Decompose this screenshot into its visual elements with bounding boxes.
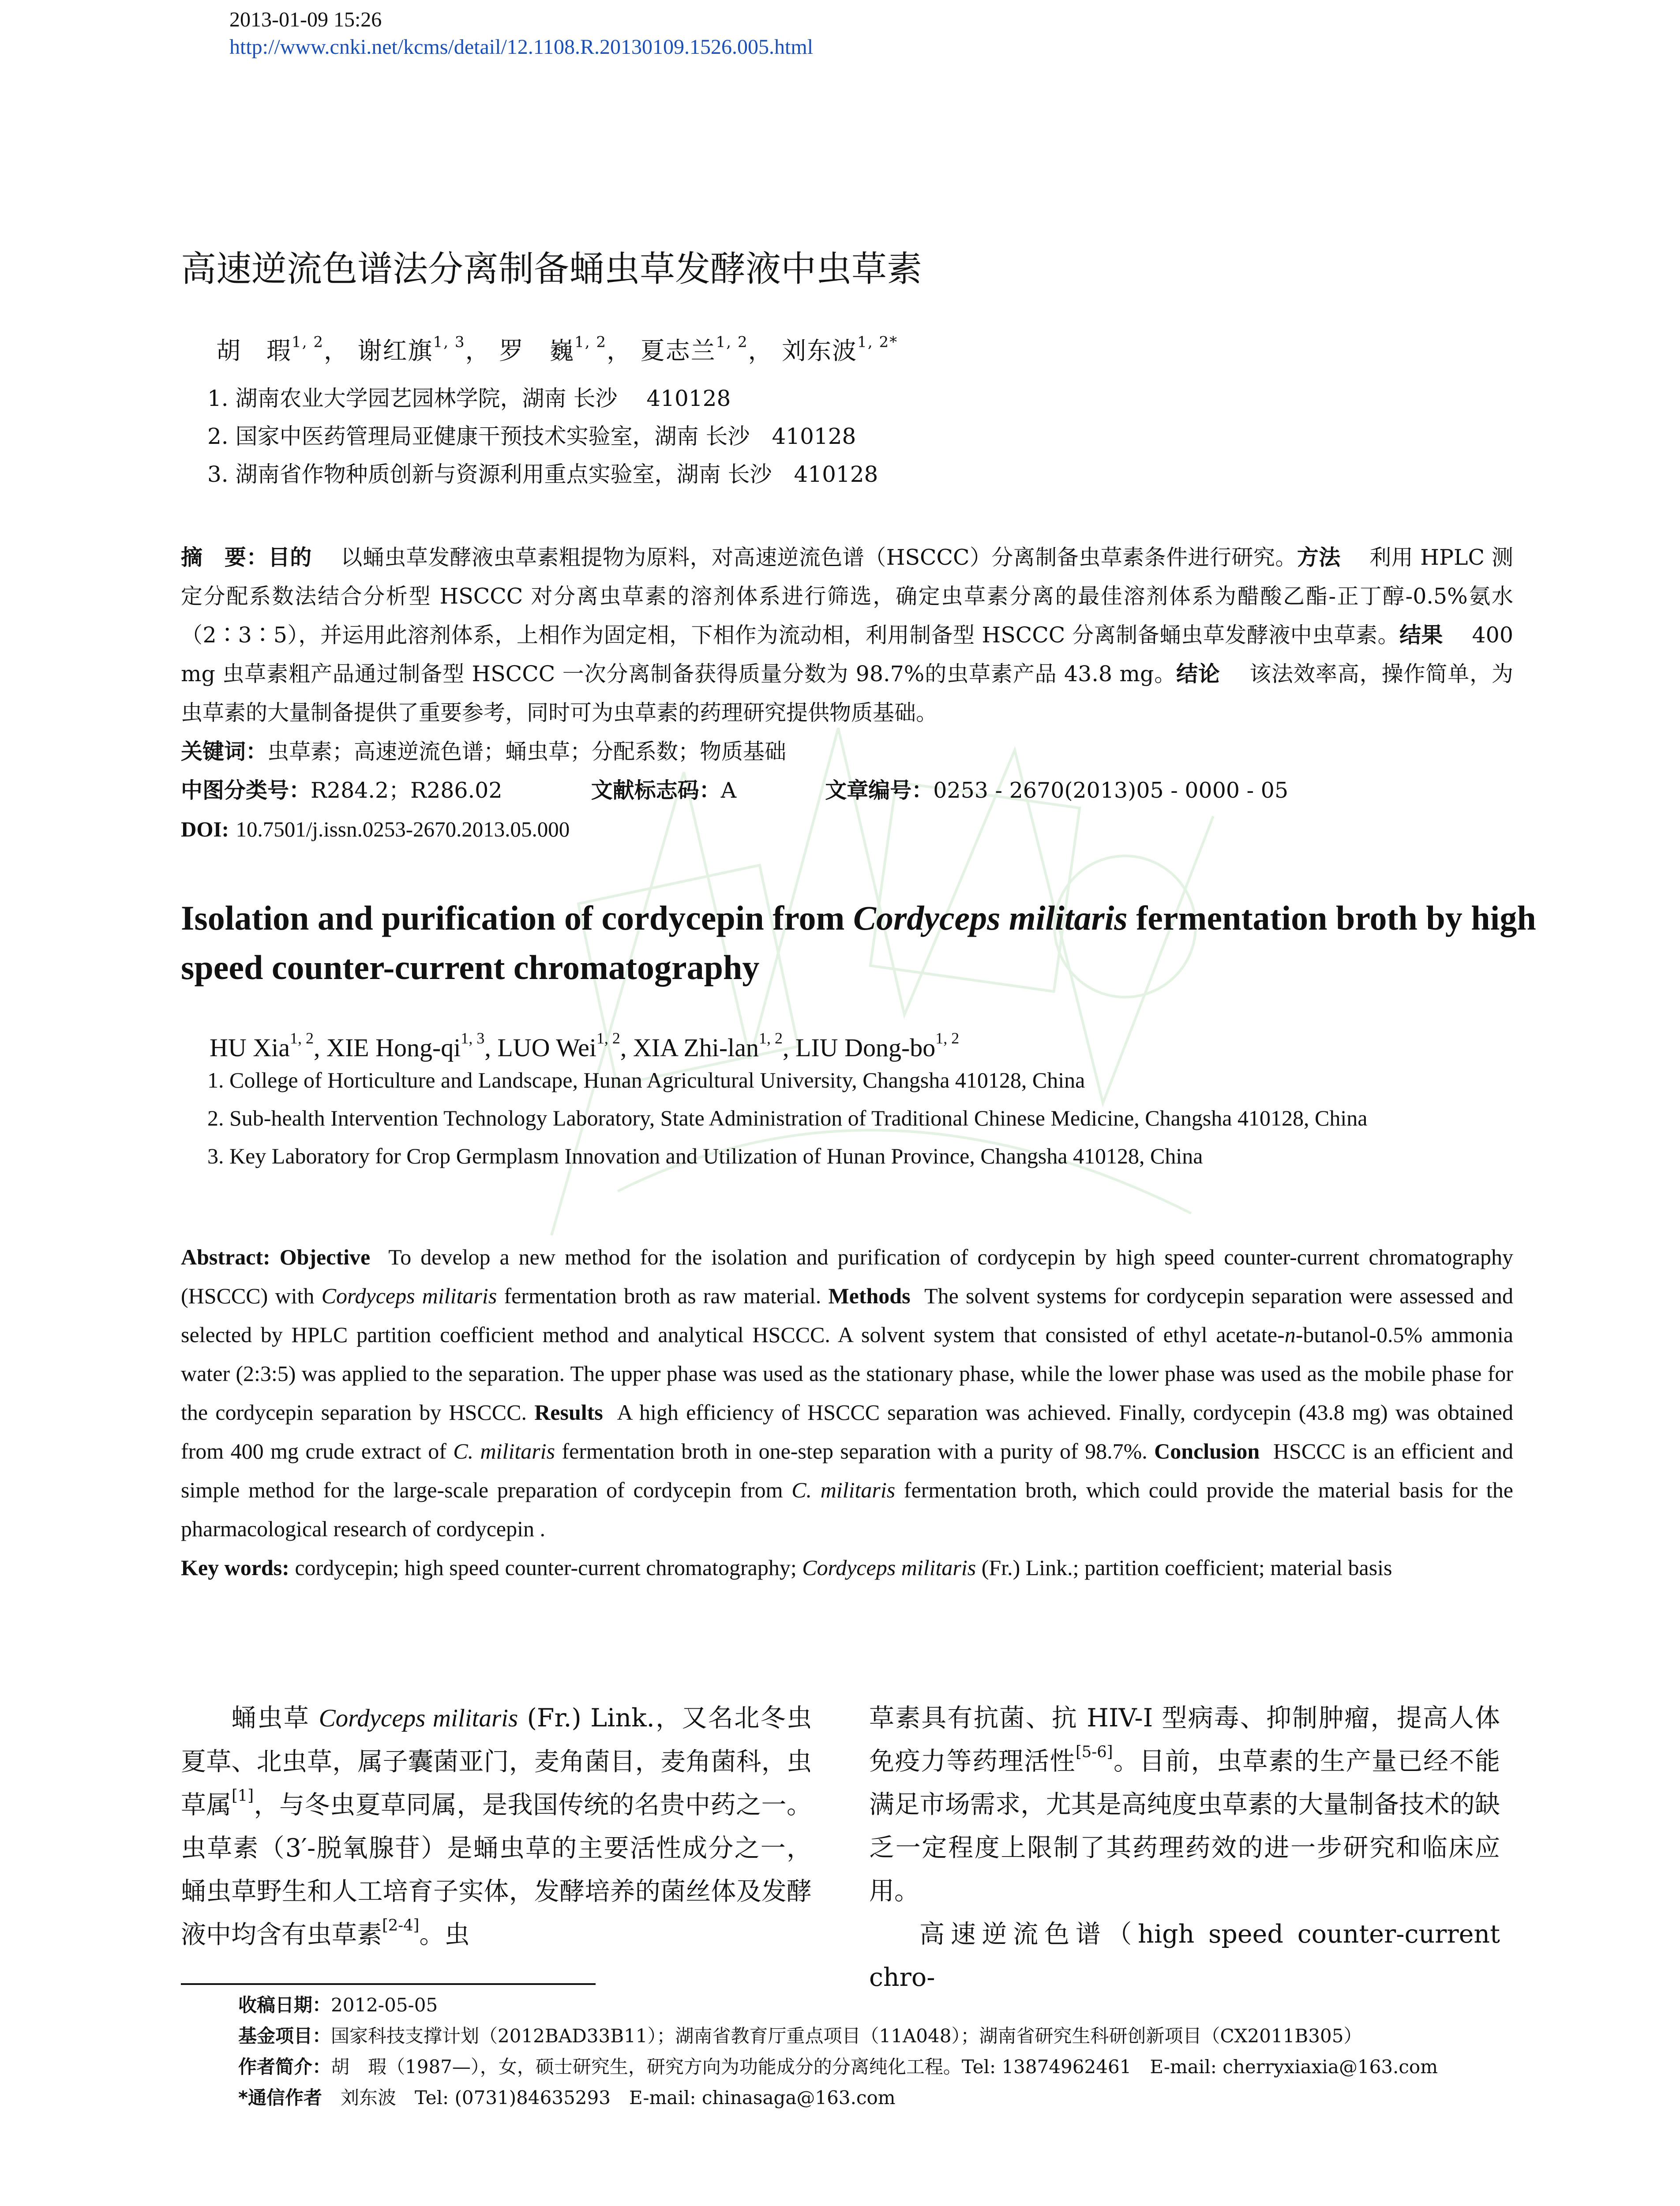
cn-author: 刘东波 <box>782 337 858 365</box>
cn-affiliation: 1. 湖南农业大学园艺园林学院，湖南 长沙 410128 <box>207 386 731 411</box>
en-author: HU Xia <box>210 1033 290 1062</box>
cn-abstract <box>181 538 1513 849</box>
en-objective-label: Objective <box>279 1245 371 1269</box>
en-affiliation: 2. Sub-health Intervention Technology Laboratory, State Administration of Traditional Chinese Medicine, Changsha 410128, China <box>207 1106 1368 1130</box>
cn-affiliation: 3. 湖南省作物种质创新与资源利用重点实验室，湖南 长沙 410128 <box>207 461 878 487</box>
body-column-right: 草素具有抗菌、抗 HIV-I 型病毒、抑制肿瘤，提高人体免疫力等药理活性[5-6]。目前，虫草素的生产量已经不能满足市场需求，尤其是高纯度虫草素的大量制备技术的缺乏一定程度上限制了其药理药效的进一步研究和临床应用。 高速逆流色谱（high speed counter-current chro- <box>869 1703 1500 1992</box>
affiliation-mark: 1, 2 <box>759 1029 783 1047</box>
cn-title: 高速逆流色谱法分离制备蛹虫草发酵液中虫草素 <box>181 248 922 289</box>
cn-conclusion: 该法效率高，操作简单，为虫草素的大量制备提供了重要参考，同时可为虫草素的药理研究提供物质基础。 <box>181 661 1513 725</box>
affiliation-mark: 1, 2 <box>716 333 748 351</box>
en-affiliations <box>207 1061 1367 1175</box>
article-no-value: 0253 - 2670(2013)05 - 0000 - 05 <box>933 778 1289 803</box>
affiliation-mark: 1, 3 <box>433 333 465 351</box>
download-meta <box>229 6 813 61</box>
cn-abstract-label: 摘 要： <box>181 545 268 570</box>
footnotes <box>238 1990 1438 2113</box>
cn-keywords-label: 关键词： <box>181 739 268 764</box>
cn-author: 罗 巍 <box>499 337 575 365</box>
doc-code-label: 文献标志码： <box>591 778 721 803</box>
affiliation-mark: 1, 3 <box>461 1029 485 1047</box>
footnote-author: 作者简介：胡 瑕（1987—），女，硕士研究生，研究方向为功能成分的分离纯化工程。Tel: 13874962461 E-mail: cherryxiaxia@163.com <box>238 2056 1438 2078</box>
en-abstract-label: Abstract: <box>181 1245 270 1269</box>
footnote-received: 收稿日期：2012-05-05 <box>238 1994 438 2016</box>
en-author: XIA Zhi-lan <box>633 1033 759 1062</box>
cn-authors: 胡 瑕$^{1, 2}$， 谢红旗$^{1, 3}$， 罗 巍$^{1, 2}$， 夏志兰$^{1, 2}$， 刘东波$^{1, 2*}$ <box>216 333 898 365</box>
en-abstract: Abstract: Objective To develop a new method for the isolation and purification of cordycepin by high speed counter-current chromatography (HSCCC) with Cordyceps militaris fermentation broth as raw material. Methods The solvent systems for cordycepin separation were assessed and selected by HPLC partition coefficient method and analytical HSCCC. A solvent system that consisted of ethyl acetate-n-butanol-0.5% ammonia water (2:3:5) was applied to the separation. The upper phase was used as the stationary phase, while the lower phase was used as the mobile phase for the cordycepin separation by HSCCC. Results A high efficiency of HSCCC separation was achieved. Finally, cordycepin (43.8 mg) was obtained from 400 mg crude extract of C. militaris fermentation broth in one-step separation with a purity of 98.7%. Conclusion HSCCC is an efficient and simple method for the large-scale preparation of cordycepin from C. militaris fermentation broth, which could provide the material basis for the pharmacological research of cordycepin . Key words: cordycepin; high speed counter-current chromatography; Cordyceps militaris (Fr.) Link.; partition coefficient; material basis <box>181 1238 1513 1587</box>
clc-label: 中图分类号： <box>181 778 311 803</box>
article-no-label: 文章编号： <box>825 778 934 803</box>
citation-ref: [1] <box>232 1786 254 1805</box>
en-results-label: Results <box>534 1400 603 1425</box>
cn-objective: 以蛹虫草发酵液虫草素粗提物为原料，对高速逆流色谱（HSCCC）分离制备虫草素条件进行研究。 <box>341 545 1297 570</box>
en-conclusion-label: Conclusion <box>1154 1439 1260 1463</box>
en-authors: HU Xia$^{1, 2}$, XIE Hong-qi$^{1, 3}$, LUO Wei$^{1, 2}$, XIA Zhi-lan$^{1, 2}$, LIU Dong-bo$^{1, 2}$ <box>210 1029 960 1062</box>
cn-objective-label: 目的 <box>268 545 312 570</box>
source-url-link[interactable]: http://www.cnki.net/kcms/detail/12.1108.R.20130109.1526.005.html <box>229 35 814 59</box>
en-methods-label: Methods <box>828 1283 911 1308</box>
cn-results: 400 mg 虫草素粗产品通过制备型 HSCCC 一次分离制备获得质量分数为 98.7%的虫草素产品 43.8 mg。 <box>181 623 1513 687</box>
clc-value: R284.2；R286.02 <box>311 778 502 803</box>
cn-keywords <box>181 732 1513 771</box>
cn-conclusion-label: 结论 <box>1176 661 1220 687</box>
en-author: LIU Dong-bo <box>795 1033 936 1062</box>
en-author: LUO Wei <box>497 1033 596 1062</box>
cn-affiliations <box>207 379 878 493</box>
cn-author: 夏志兰 <box>640 337 716 365</box>
body-column-left: 蛹虫草 Cordyceps militaris (Fr.) Link.，又名北冬虫夏草、北虫草，属子囊菌亚门，麦角菌目，麦角菌科，虫草属[1]，与冬虫夏草同属，是我国传统的名贵中药之一。虫草素（3′-脱氧腺苷）是蛹虫草的主要活性成分之一，蛹虫草野生和人工培育子实体，发酵培养的菌丝体及发酵液中均含有虫草素[2-4]。虫 <box>181 1703 812 1949</box>
affiliation-mark: 1, 2* <box>857 333 898 351</box>
footnote-divider <box>181 1983 596 1985</box>
en-author: XIE Hong-qi <box>326 1033 461 1062</box>
doi-line <box>181 810 1513 849</box>
citation-ref: [2-4] <box>382 1916 420 1935</box>
cn-methods-label: 方法 <box>1297 545 1341 570</box>
en-affiliation: 3. Key Laboratory for Crop Germplasm Innovation and Utilization of Hunan Province, Changsha 410128, China <box>207 1144 1203 1168</box>
cn-classification <box>181 771 1513 810</box>
cn-methods: 利用 HPLC 测定分配系数法结合分析型 HSCCC 对分离虫草素的溶剂体系进行筛选，确定虫草素分离的最佳溶剂体系为醋酸乙酯-正丁醇-0.5%氨水（2∶3∶5），并运用此溶剂体系，上相作为固定相，下相作为流动相，利用制备型 HSCCC 分离制备蛹虫草发酵液中虫草素。 <box>181 545 1513 648</box>
cn-keywords-text: 虫草素；高速逆流色谱；蛹虫草；分配系数；物质基础 <box>267 739 787 764</box>
download-timestamp: 2013-01-09 15:26 <box>229 8 382 31</box>
doc-code-value: A <box>720 778 737 803</box>
affiliation-mark: 1, 2 <box>574 333 607 351</box>
affiliation-mark: 1, 2 <box>596 1029 620 1047</box>
en-keywords-label: Key words: <box>181 1555 289 1580</box>
affiliation-mark: 1, 2 <box>935 1029 960 1047</box>
doi-label: DOI: <box>181 817 229 841</box>
citation-ref: [5-6] <box>1076 1743 1113 1761</box>
footnote-fund: 基金项目：国家科技支撑计划（2012BAD33B11）；湖南省教育厅重点项目（11A048）；湖南省研究生科研创新项目（CX2011B305） <box>238 2025 1362 2047</box>
doi-value: 10.7501/j.issn.0253-2670.2013.05.000 <box>236 817 570 841</box>
cn-affiliation: 2. 国家中医药管理局亚健康干预技术实验室，湖南 长沙 410128 <box>207 424 856 449</box>
affiliation-mark: 1, 2 <box>290 1029 314 1047</box>
cn-author: 胡 瑕 <box>216 337 292 365</box>
en-keywords: Key words: cordycepin; high speed counter-current chromatography; Cordyceps militaris (Fr.) Link.; partition coefficient; material basis <box>181 1555 1392 1580</box>
cn-author: 谢红旗 <box>357 337 433 365</box>
en-affiliation: 1. College of Horticulture and Landscape, Hunan Agricultural University, Changsha 410128, China <box>207 1068 1085 1092</box>
cn-results-label: 结果 <box>1399 623 1443 648</box>
affiliation-mark: 1, 2 <box>292 333 324 351</box>
en-title: Isolation and purification of cordycepin from Cordyceps militaris fermentation broth by high speed counter-current chromatography <box>181 899 1536 987</box>
footnote-corresponding: *通信作者 刘东波 Tel: (0731)84635293 E-mail: chinasaga@163.com <box>238 2087 896 2108</box>
